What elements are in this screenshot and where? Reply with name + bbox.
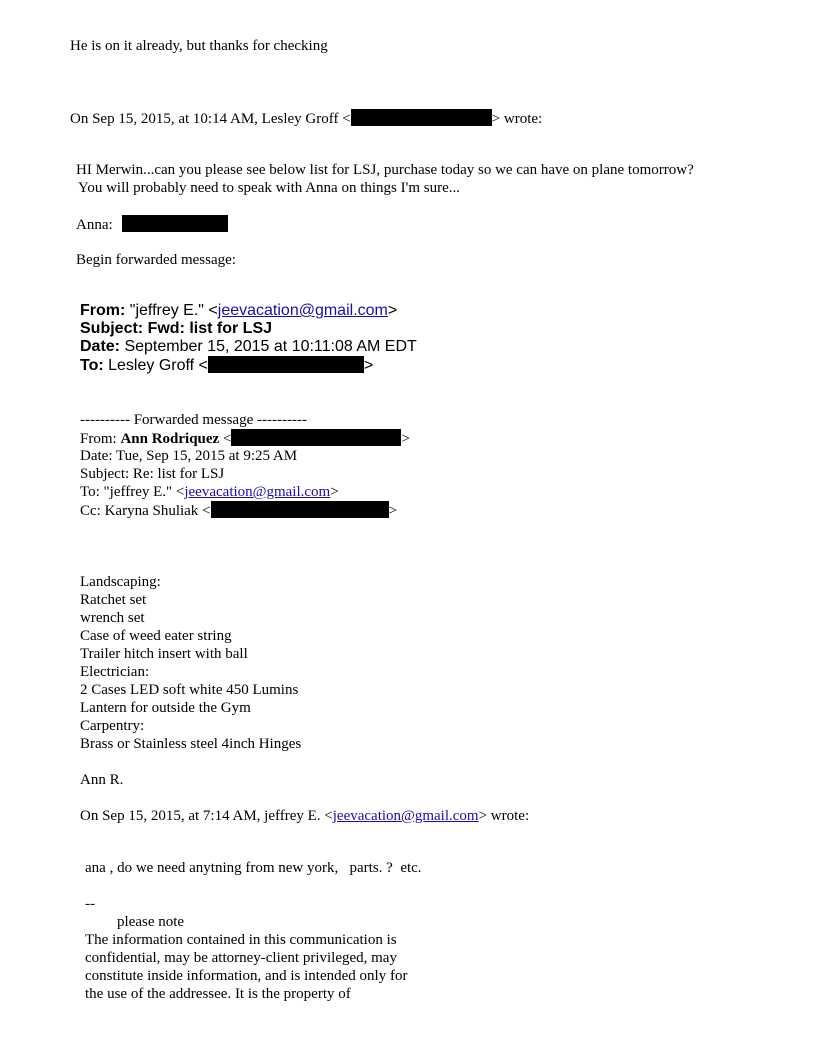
fwd-date-value: September 15, 2015 at 10:11:08 AM EDT — [120, 338, 417, 355]
fwd-from-email-link[interactable]: jeevacation@gmail.com — [217, 302, 388, 319]
fwd-from-post: > — [387, 302, 398, 319]
inner-cc-pre: Cc: Karyna Shuliak < — [80, 503, 211, 519]
redacted-email — [211, 501, 389, 518]
fwd-from-label: From: — [80, 302, 126, 319]
inner-to-pre: To: "jeffrey E." < — [80, 484, 185, 500]
quote-header-post: > wrote: — [491, 111, 543, 127]
quote-header-lesley — [70, 109, 542, 128]
signature-dashes: -- — [85, 896, 95, 912]
list-item: Landscaping: — [80, 574, 161, 590]
jeffrey-email-link[interactable]: jeevacation@gmail.com — [332, 808, 479, 824]
please-note: please note — [117, 914, 185, 930]
anna-label: Anna: — [76, 217, 113, 233]
lesley-line-1: HI Merwin...can you please see below list for LSJ, purchase today so we can have on plane tomorrow? — [76, 162, 694, 178]
inner-subject: Subject: Re: list for LSJ — [80, 466, 225, 482]
redacted-email — [351, 109, 492, 126]
inner-cc-post: > — [388, 503, 397, 519]
redacted-phone — [122, 215, 228, 232]
list-item: Trailer hitch insert with ball — [80, 646, 248, 662]
inner-to-line — [80, 483, 339, 501]
fwd-subject-value: Fwd: list for LSJ — [143, 320, 273, 337]
list-item: Electrician: — [80, 664, 150, 680]
inner-to-post: > — [330, 484, 339, 500]
fwd-to-post: > — [363, 357, 374, 374]
inner-from-line — [80, 429, 410, 448]
fwd-from-line — [80, 302, 397, 320]
lesley-line-2: You will probably need to speak with Anna on things I'm sure... — [78, 180, 460, 196]
anna-line — [76, 215, 228, 234]
inner-from-post: > — [401, 431, 410, 447]
quote-header-jeffrey — [80, 807, 529, 825]
list-item: Lantern for outside the Gym — [80, 700, 251, 716]
fwd-to-label: To: — [80, 357, 104, 374]
disclaimer-line: the use of the addressee. It is the property of — [85, 986, 351, 1002]
redacted-email — [231, 429, 401, 446]
fwd-date-line — [80, 338, 417, 356]
fwd-from-pre: "jeffrey E." < — [125, 302, 218, 319]
disclaimer-line: The information contained in this communication is — [85, 932, 397, 948]
disclaimer-line: constitute inside information, and is intended only for — [85, 968, 408, 984]
inner-to-email-link[interactable]: jeevacation@gmail.com — [184, 484, 331, 500]
inner-from-pre: From: — [80, 431, 121, 447]
list-item: wrench set — [80, 610, 145, 626]
inner-date: Date: Tue, Sep 15, 2015 at 9:25 AM — [80, 448, 298, 464]
fwd-to-pre: Lesley Groff < — [103, 357, 208, 374]
fwd-to-line — [80, 356, 373, 375]
jeffrey-quote-post: > wrote: — [478, 808, 530, 824]
jeffrey-body: ana , do we need anytning from new york, parts. ? etc. — [85, 860, 422, 876]
jeffrey-quote-pre: On Sep 15, 2015, at 7:14 AM, jeffrey E. < — [80, 808, 333, 824]
inner-from-mid: < — [219, 431, 232, 447]
fwd-subject-line — [80, 320, 272, 338]
begin-forwarded: Begin forwarded message: — [76, 252, 236, 268]
fwd-date-label: Date: — [80, 338, 121, 355]
list-item: Carpentry: — [80, 718, 145, 734]
signoff: Ann R. — [80, 772, 124, 788]
redacted-email — [208, 356, 364, 373]
disclaimer-line: confidential, may be attorney-client privileged, may — [85, 950, 397, 966]
forwarded-separator: ---------- Forwarded message ---------- — [80, 412, 307, 428]
inner-from-name: Ann Rodriquez — [120, 431, 220, 447]
quote-header-pre: On Sep 15, 2015, at 10:14 AM, Lesley Groff < — [70, 111, 351, 127]
fwd-subject-label: Subject: — [80, 320, 144, 337]
list-item: Brass or Stainless steel 4inch Hinges — [80, 736, 302, 752]
list-item: 2 Cases LED soft white 450 Lumins — [80, 682, 299, 698]
list-item: Case of weed eater string — [80, 628, 232, 644]
reply-text: He is on it already, but thanks for checking — [70, 38, 328, 54]
list-item: Ratchet set — [80, 592, 147, 608]
inner-cc-line — [80, 501, 397, 520]
